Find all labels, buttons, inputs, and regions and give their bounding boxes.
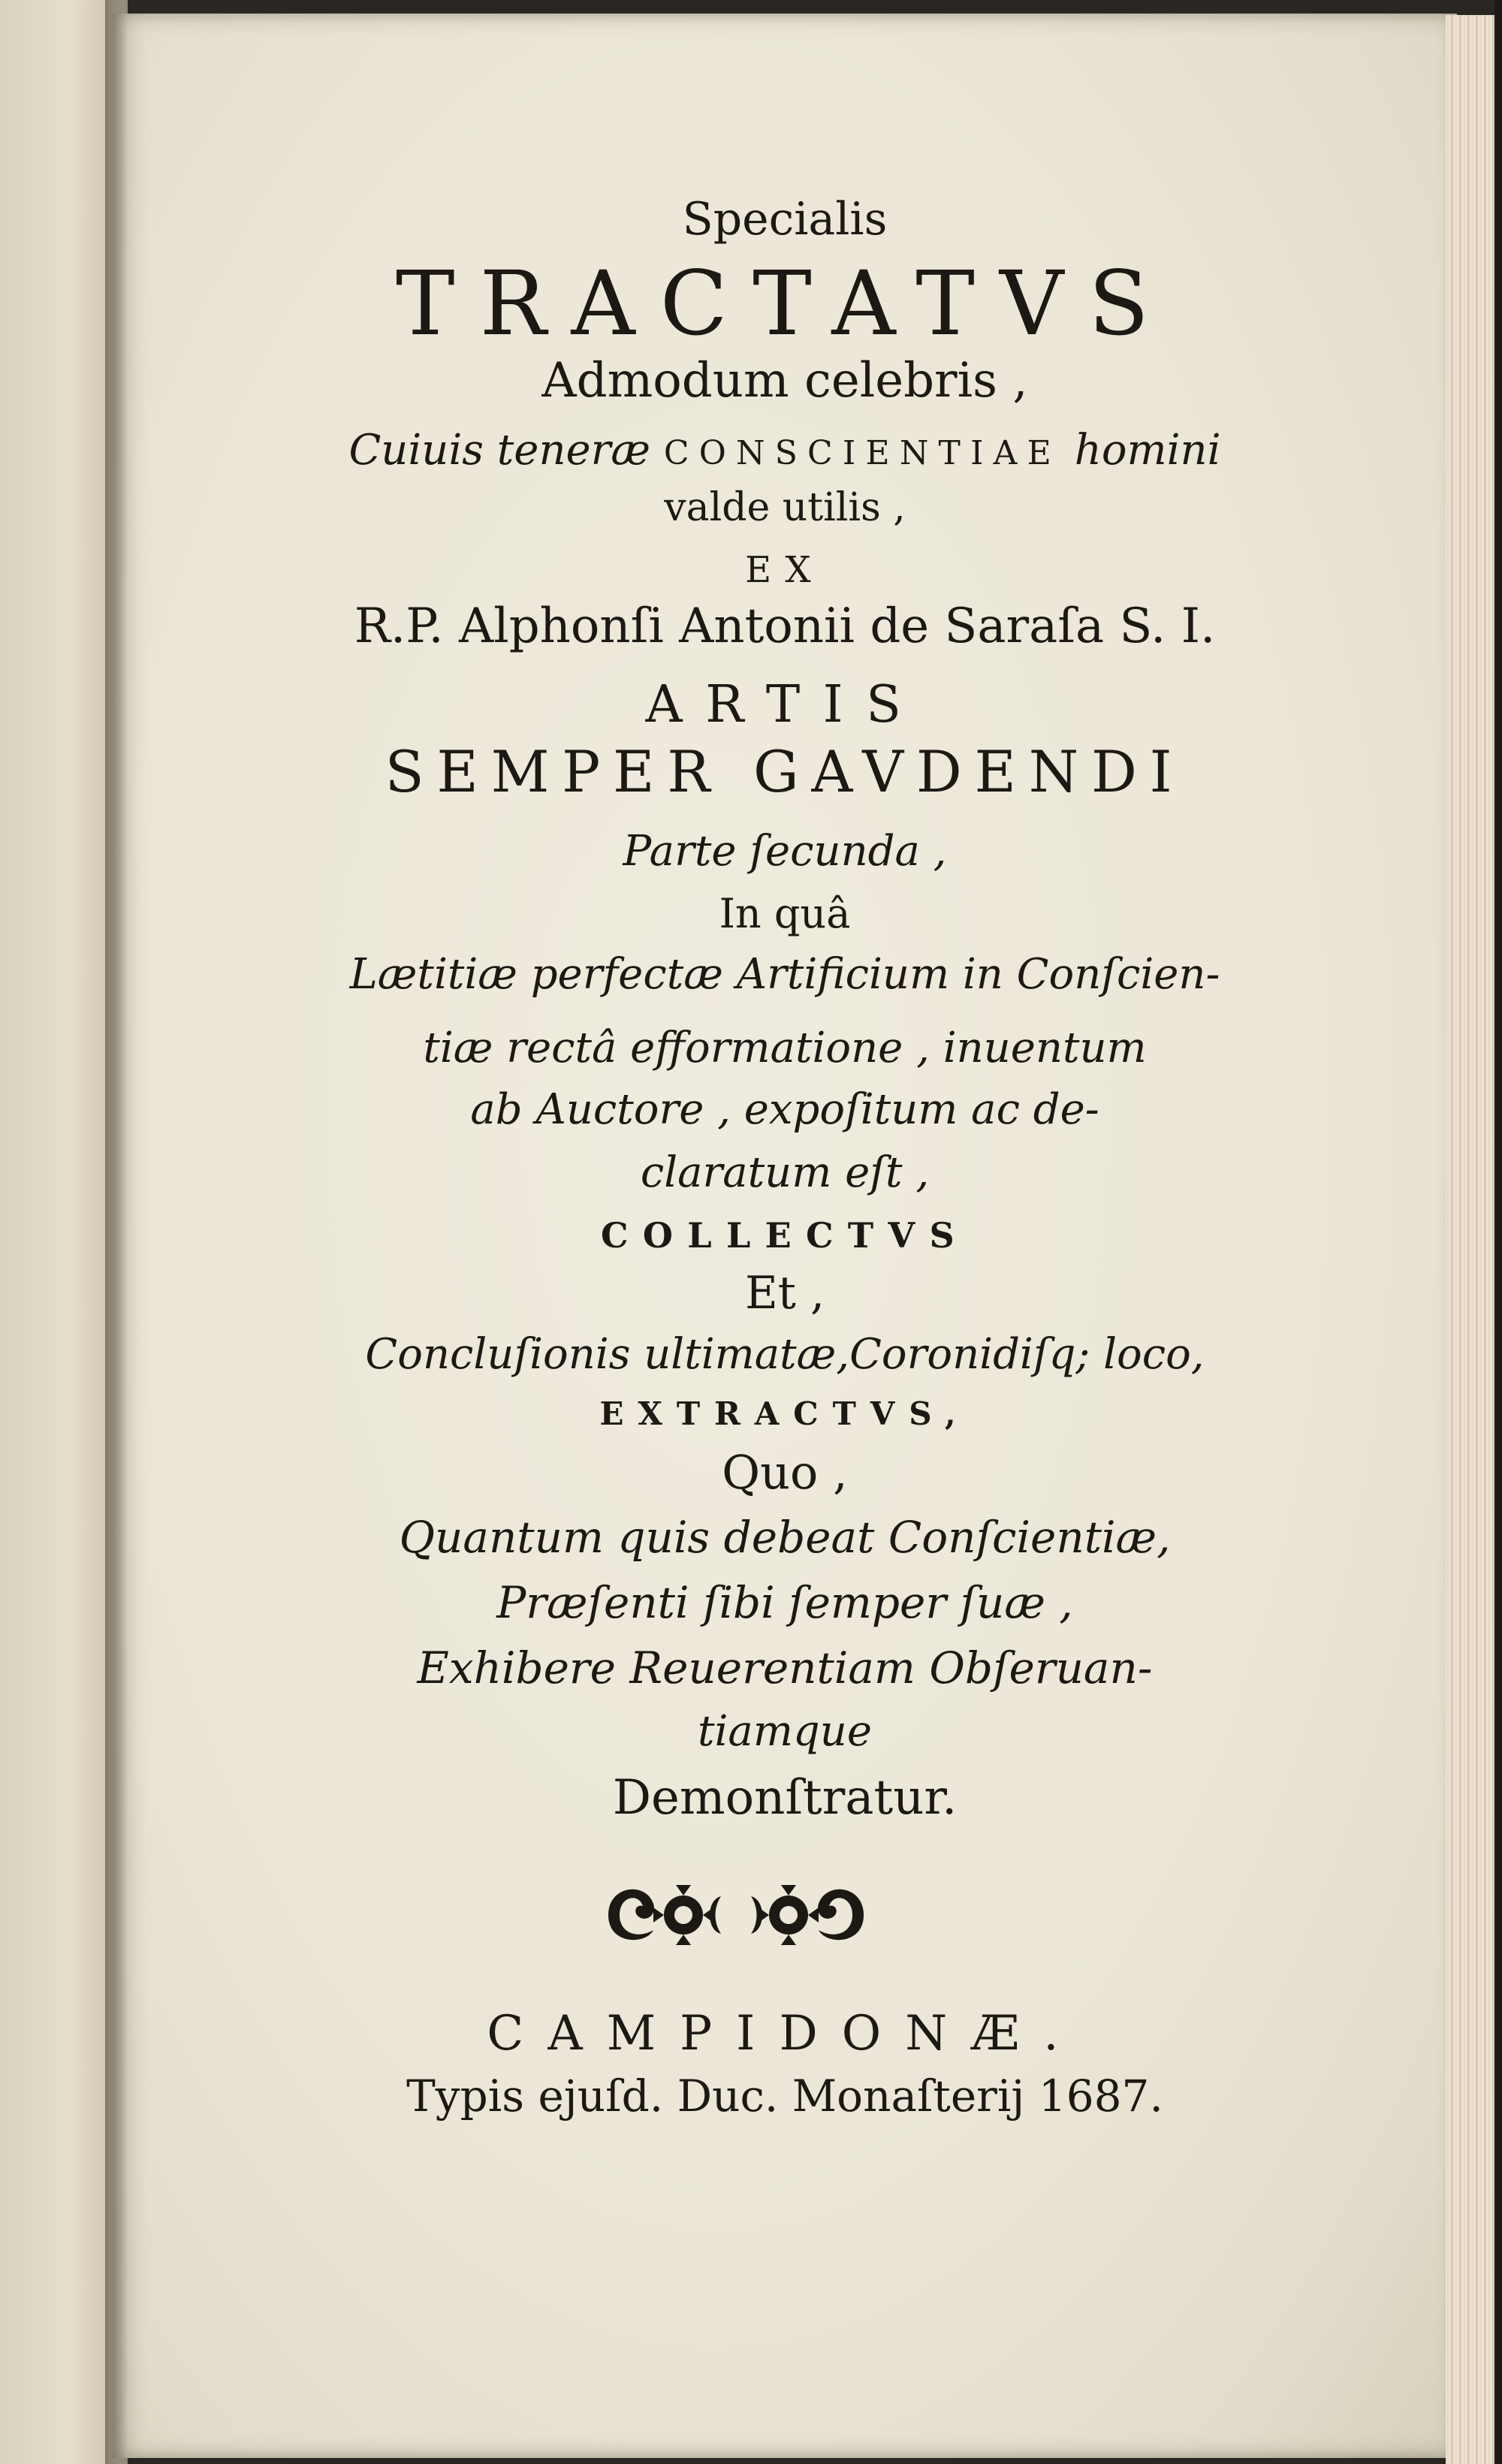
line-in-qua: In quâ (719, 890, 851, 937)
line-tiamque: tiamque (698, 1707, 872, 1756)
line-demonstratur: Demonſtratur. (612, 1770, 958, 1826)
ornament-right (751, 1885, 864, 1945)
text-homini: homini (1074, 426, 1221, 475)
line-quo: Quo , (722, 1445, 848, 1500)
line-conclusionis: Concluſionis ultimatæ,Coronidiſq; loco, (365, 1330, 1205, 1379)
title-page-text (113, 0, 1457, 2464)
line-laetitiae: Lætitiæ perfectæ Artificium in Conſcien- (349, 950, 1220, 999)
line-parte-secunda: Parte ſecunda , (623, 827, 947, 876)
imprint-printer: Typis ejuſd. Duc. Monaſterij 1687. (406, 2070, 1163, 2122)
line-semper-gaudendi: SEMPER GAVDENDI (385, 738, 1185, 805)
line-ab-auctore: ab Auctore , expoſitum ac de- (470, 1085, 1099, 1134)
line-tiae-recta: tiæ rectâ efformatione , inuentum (423, 1024, 1147, 1072)
line-et: Et , (744, 1267, 825, 1319)
imprint-place: CAMPIDONÆ. (487, 2006, 1083, 2061)
line-quantum: Quantum quis debeat Conſcientiæ, (399, 1512, 1171, 1563)
line-valde-utilis: valde utilis , (664, 485, 906, 530)
line-cuiuis-tenerae (113, 426, 1457, 475)
line-ex: EX (745, 549, 825, 591)
line-collectus: COLLECTVS (600, 1215, 970, 1256)
text-cuiuis-tenerae: Cuiuis teneræ (348, 426, 651, 475)
ornament-left (608, 1885, 721, 1945)
line-extractus: EXTRACTVS, (599, 1395, 970, 1432)
line-exhibere: Exhibere Reuerentiam Obſeruan- (417, 1642, 1153, 1693)
text-conscientiae: CONSCIENTIAE (663, 434, 1061, 472)
scan-border (1494, 0, 1502, 2464)
heading-tractatus: TRACTATVS (395, 252, 1175, 355)
line-artis: ARTIS (645, 675, 924, 734)
heading-specialis: Specialis (682, 193, 888, 246)
line-praesenti: Præſenti ſibi ſemper ſuæ , (496, 1577, 1073, 1628)
printers-ornament (593, 1870, 879, 1960)
line-author: R.P. Alphonſi Antonii de Saraſa S. I. (354, 599, 1216, 654)
line-claratum-est: claratum eſt , (640, 1148, 930, 1197)
line-admodum-celebris: Admodum celebris , (541, 353, 1028, 409)
